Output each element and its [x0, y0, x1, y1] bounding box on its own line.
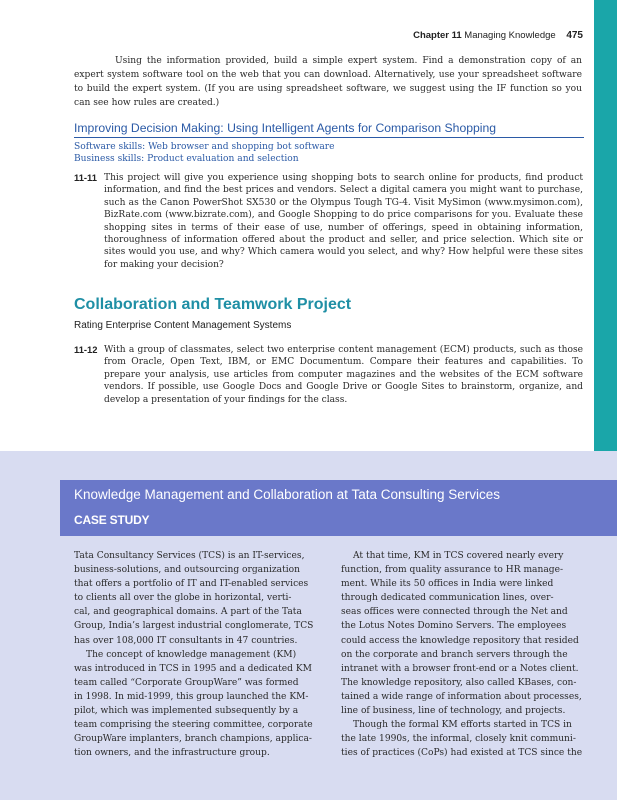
chapter-tab-marker	[594, 0, 617, 451]
text-line: in 1998. In mid-1999, this group launched the KM-	[74, 691, 309, 702]
exercise-text: This project will give you experience using shopping bots to search online for products, find product information, and find the best prices and vendors. Select a digital camera you might want to purchase, such as the Canon PowerShot SX530 or the Olympus Tough TG-4. Visit MySimon (www.mysimon.com), BizRate.com (www.bizrate.com), and Google Shopping to do price comparisons for you. Evaluate these shopping sites in terms of their ease of use, number of offerings, speed in obtaining information, thoroughness of information offered about the product and seller, and price selection. Which site or sites would you use, and why? Which camera would you select, and why? How helpful were these sites for making your decision?	[104, 173, 583, 270]
text-line: business-solutions, and outsourcing organization	[74, 565, 300, 576]
text-line: Group, India’s largest industrial conglomerate, TCS	[74, 621, 314, 632]
business-skills: Business skills: Product evaluation and selection	[74, 154, 299, 164]
text-line: ties of practices (CoPs) had existed at TCS since the	[341, 748, 583, 759]
text-line: Though the formal KM efforts started in TCS in	[353, 720, 572, 731]
text-line: to clients all over the globe in horizontal, verti-	[74, 593, 292, 604]
software-skills: Software skills: Web browser and shopping bot software	[74, 142, 335, 152]
section-heading-decision-making: Improving Decision Making: Using Intelligent Agents for Comparison Shopping	[74, 121, 584, 138]
text-line: function, from quality assurance to HR manage-	[341, 565, 564, 576]
text-line: The concept of knowledge management (KM)	[86, 649, 297, 660]
text-line: intranet with a browser front-end or a Notes client.	[341, 663, 579, 674]
text-line: tion owners, and the infrastructure group.	[74, 748, 270, 759]
intro-paragraph: Using the information provided, build a simple expert system. Find a demonstration copy of an expert system software tool on the web that you can download. Alternatively, use your spreadsheet software to build the expert system. (If you are using spreadsheet software, we suggest using the IF function so you can see how rules are created.)	[74, 56, 582, 108]
text-line: through dedicated communication lines, over-	[341, 593, 554, 604]
text-line: the late 1990s, the informal, closely knit communi-	[341, 734, 576, 745]
text-line: ment. While its 50 offices in India were linked	[341, 579, 554, 590]
skills-block	[74, 141, 335, 165]
text-line: that offers a portfolio of IT and IT-enabled services	[74, 579, 309, 590]
section-subheading: Rating Enterprise Content Management Systems	[74, 320, 292, 331]
chapter-number: Chapter 11	[413, 30, 462, 41]
text-line: cal, and geographical domains. A part of the Tata	[74, 607, 302, 618]
text-line: Tata Consultancy Services (TCS) is an IT-services,	[74, 551, 305, 561]
section-heading-collaboration: Collaboration and Teamwork Project	[74, 296, 352, 313]
exercise-number: 11-12	[74, 344, 98, 355]
text-line: The knowledge repository, also called KBases, con-	[341, 677, 577, 688]
text-line: tained a wide range of information about processes,	[341, 691, 582, 702]
exercise-text: With a group of classmates, select two enterprise content management (ECM) products, such as those from Oracle, Open Text, IBM, or EMC Documentum. Compare their features and capabilities. To prepare your analysis, use articles from computer magazines and the websites of the ECM software vendors. If possible, use Google Docs and Google Drive or Google Sites to brainstorm, organize, and develop a presentation of your findings for the class.	[104, 345, 583, 405]
text-line: team comprising the steering committee, corporate	[74, 720, 313, 731]
chapter-title: Managing Knowledge	[464, 30, 556, 41]
case-study-right-column	[341, 549, 583, 760]
text-line: line of business, line of technology, and projects.	[341, 706, 566, 717]
running-header	[60, 30, 583, 41]
text-line: seas offices were connected through the Net and	[341, 607, 568, 618]
exercise-number: 11-11	[74, 172, 97, 183]
text-line: was introduced in TCS in 1995 and a dedicated KM	[74, 663, 312, 674]
case-study-title: Knowledge Management and Collaboration at Tata Consulting Services	[74, 487, 501, 502]
text-line: pilot, which was implemented subsequently by a	[74, 706, 299, 717]
text-line: the Lotus Notes Domino Servers. The employees	[341, 621, 567, 632]
text-line: At that time, KM in TCS covered nearly every	[353, 551, 564, 561]
text-line: could access the knowledge repository that resided	[341, 635, 579, 646]
exercise-11-12	[74, 344, 583, 406]
case-study-left-column	[74, 549, 332, 760]
page-number: 475	[566, 30, 583, 41]
exercise-11-11	[74, 172, 583, 271]
case-study-label: CASE STUDY	[74, 513, 150, 527]
text-line: team called “Corporate GroupWare” was formed	[74, 677, 299, 688]
text-line: on the corporate and branch servers through the	[341, 649, 568, 660]
text-line: GroupWare implanters, branch champions, applica-	[74, 734, 312, 745]
text-line: has over 108,000 IT consultants in 47 countries.	[74, 635, 298, 646]
